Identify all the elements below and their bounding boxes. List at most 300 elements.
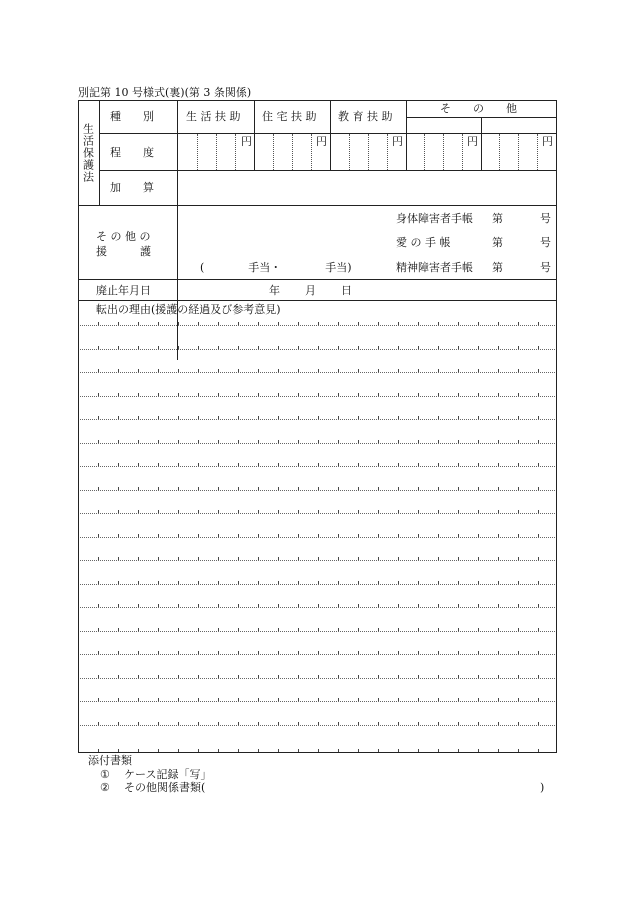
line-tick [518,651,519,654]
line-tick [358,581,359,584]
col-housing: 住 宅 扶 助 [262,110,317,123]
line-tick [438,628,439,631]
line-tick [318,440,319,443]
line-tick [258,440,259,443]
writing-line [80,513,555,514]
line-tick [198,604,199,607]
line-tick [138,698,139,701]
degree-row-bottom [99,170,557,171]
line-tick [98,463,99,466]
line-tick [298,322,299,325]
line-tick [218,604,219,607]
line-tick [118,487,119,490]
line-tick [218,510,219,513]
line-tick [398,604,399,607]
line-tick [98,393,99,396]
line-tick [378,346,379,349]
section3-bottom [78,300,557,301]
other-header-split [406,117,556,118]
line-tick [518,628,519,631]
line-tick [258,416,259,419]
line-tick [298,440,299,443]
digit-sep [197,134,198,170]
line-tick [278,628,279,631]
writing-line [80,607,555,608]
line-tick [278,604,279,607]
line-tick [98,698,99,701]
line-tick [298,675,299,678]
handbook-physical: 身体障害者手帳 [396,212,473,225]
line-tick [158,369,159,372]
line-tick [418,604,419,607]
line-tick [458,557,459,560]
line-tick [378,416,379,419]
line-tick [538,581,539,584]
line-tick [118,628,119,631]
line-tick [318,628,319,631]
line-tick [418,393,419,396]
line-tick [438,463,439,466]
dai-3: 第 [492,261,503,274]
line-tick [458,440,459,443]
line-tick [118,604,119,607]
line-tick [358,463,359,466]
line-tick [378,440,379,443]
line-tick [338,346,339,349]
line-tick [318,393,319,396]
line-tick [378,369,379,372]
line-tick [138,510,139,513]
table-left-border [78,100,79,752]
line-tick [138,534,139,537]
handbook-mental: 精神障害者手帳 [396,261,473,274]
go-2: 号 [540,236,551,249]
line-tick [538,534,539,537]
line-tick [138,416,139,419]
line-tick [178,557,179,560]
line-tick [498,604,499,607]
line-tick [178,534,179,537]
line-tick [238,463,239,466]
line-tick [298,604,299,607]
line-tick [458,346,459,349]
line-tick [278,346,279,349]
line-tick [218,675,219,678]
line-tick [218,369,219,372]
line-tick [98,749,99,752]
handbook-ai: 愛 の 手 帳 [396,236,451,249]
attachment-1-text: ケース記録「写」 [124,768,212,781]
line-tick [158,463,159,466]
line-tick [118,369,119,372]
line-tick [298,651,299,654]
col-divider-3 [406,100,407,170]
col-livelihood: 生 活 扶 助 [186,110,241,123]
col-divider-other [481,117,482,170]
line-tick [418,675,419,678]
line-tick [278,698,279,701]
line-tick [378,393,379,396]
line-tick [318,510,319,513]
col-divider-2 [330,100,331,170]
line-tick [118,534,119,537]
line-tick [418,440,419,443]
line-tick [118,463,119,466]
line-tick [118,581,119,584]
line-tick [518,698,519,701]
line-tick [138,346,139,349]
line-tick [298,510,299,513]
yen-housing: 円 [316,135,327,148]
digit-sep [273,134,274,170]
line-tick [318,369,319,372]
line-tick [338,604,339,607]
line-tick [478,440,479,443]
line-tick [358,749,359,752]
digit-sep [499,134,500,170]
table-top-border [78,100,557,101]
line-tick [538,604,539,607]
allowance-line: ( 手当・ 手当) [200,261,352,274]
line-tick [178,628,179,631]
line-tick [318,722,319,725]
line-tick [378,722,379,725]
line-tick [258,581,259,584]
line-tick [358,628,359,631]
line-tick [218,463,219,466]
col-divider-1 [254,100,255,170]
other-assistance-label-1: そ の 他 の [96,230,151,243]
line-tick [538,675,539,678]
line-tick [238,581,239,584]
digit-sep [368,134,369,170]
line-tick [138,440,139,443]
line-tick [358,698,359,701]
line-tick [98,628,99,631]
digit-sep [424,134,425,170]
line-tick [138,651,139,654]
line-tick [338,487,339,490]
line-tick [478,581,479,584]
line-tick [398,628,399,631]
line-tick [278,463,279,466]
line-tick [398,416,399,419]
line-tick [278,416,279,419]
line-tick [478,393,479,396]
line-tick [118,393,119,396]
digit-sep [537,134,538,170]
line-tick [298,557,299,560]
abolition-day: 日 [341,284,352,297]
line-tick [538,463,539,466]
attachment-2-text: その他関係書類( [124,781,206,794]
writing-line [80,701,555,702]
line-tick [418,651,419,654]
line-tick [118,416,119,419]
line-tick [418,628,419,631]
line-tick [238,393,239,396]
digit-sep [349,134,350,170]
line-tick [518,749,519,752]
digit-sep [216,134,217,170]
line-tick [538,722,539,725]
writing-line [80,584,555,585]
line-tick [498,487,499,490]
line-tick [198,346,199,349]
line-tick [418,510,419,513]
line-tick [278,440,279,443]
line-tick [458,749,459,752]
line-tick [238,749,239,752]
line-tick [178,698,179,701]
line-tick [98,534,99,537]
line-tick [478,369,479,372]
line-tick [378,651,379,654]
line-tick [418,698,419,701]
line-tick [318,604,319,607]
line-tick [178,369,179,372]
line-tick [378,487,379,490]
line-tick [478,463,479,466]
line-tick [358,416,359,419]
line-tick [278,651,279,654]
line-tick [298,346,299,349]
line-tick [378,698,379,701]
line-tick [178,346,179,349]
line-tick [418,487,419,490]
line-tick [338,651,339,654]
line-tick [518,604,519,607]
line-tick [198,581,199,584]
line-tick [298,369,299,372]
line-tick [398,651,399,654]
line-tick [238,604,239,607]
line-tick [338,463,339,466]
line-tick [518,416,519,419]
line-tick [258,628,259,631]
line-tick [538,749,539,752]
writing-line [80,631,555,632]
line-tick [158,510,159,513]
line-tick [418,534,419,537]
line-tick [338,749,339,752]
line-tick [478,651,479,654]
line-tick [338,322,339,325]
line-tick [178,581,179,584]
line-tick [438,487,439,490]
line-tick [118,322,119,325]
line-tick [458,675,459,678]
line-tick [118,510,119,513]
line-tick [438,698,439,701]
line-tick [438,510,439,513]
line-tick [378,322,379,325]
line-tick [478,722,479,725]
line-tick [418,416,419,419]
line-tick [338,416,339,419]
line-tick [438,369,439,372]
line-tick [298,698,299,701]
yen-education: 円 [392,135,403,148]
line-tick [298,628,299,631]
writing-line [80,325,555,326]
line-tick [498,416,499,419]
line-tick [458,651,459,654]
line-tick [158,604,159,607]
line-tick [218,393,219,396]
line-tick [238,322,239,325]
line-tick [238,416,239,419]
line-tick [438,604,439,607]
line-tick [158,722,159,725]
line-tick [258,604,259,607]
line-tick [158,393,159,396]
line-tick [98,557,99,560]
line-tick [318,581,319,584]
digit-sep [311,134,312,170]
writing-line [80,466,555,467]
section1-bottom [78,205,557,206]
line-tick [538,510,539,513]
line-tick [178,749,179,752]
line-tick [218,534,219,537]
line-tick [198,440,199,443]
writing-line [80,349,555,350]
line-tick [338,440,339,443]
line-tick [478,534,479,537]
line-tick [278,487,279,490]
line-tick [318,463,319,466]
line-tick [118,557,119,560]
dai-1: 第 [492,212,503,225]
form-title: 別記第 10 号様式(裏)(第 3 条関係) [78,86,252,99]
line-tick [138,557,139,560]
go-3: 号 [540,261,551,274]
line-tick [498,346,499,349]
line-tick [198,369,199,372]
line-tick [498,534,499,537]
line-tick [218,749,219,752]
line-tick [238,722,239,725]
left-header-divider [99,100,100,205]
line-tick [438,675,439,678]
line-tick [438,322,439,325]
line-tick [258,393,259,396]
line-tick [518,346,519,349]
line-tick [138,322,139,325]
line-tick [498,440,499,443]
line-tick [378,749,379,752]
attachment-2-close: ) [540,781,545,794]
line-tick [458,604,459,607]
line-tick [258,322,259,325]
line-tick [258,651,259,654]
line-tick [318,651,319,654]
degree-label: 程 度 [110,146,154,159]
line-tick [278,534,279,537]
line-tick [138,369,139,372]
line-tick [278,722,279,725]
line-tick [518,675,519,678]
line-tick [478,675,479,678]
line-tick [298,581,299,584]
line-tick [378,581,379,584]
line-tick [178,463,179,466]
line-tick [398,722,399,725]
line-tick [498,722,499,725]
writing-line [80,725,555,726]
line-tick [338,722,339,725]
line-tick [538,393,539,396]
line-tick [398,463,399,466]
line-tick [138,487,139,490]
line-tick [398,393,399,396]
line-tick [498,698,499,701]
line-tick [458,534,459,537]
line-tick [158,651,159,654]
line-tick [178,675,179,678]
line-tick [338,628,339,631]
line-tick [178,393,179,396]
line-tick [538,698,539,701]
line-tick [98,487,99,490]
line-tick [498,675,499,678]
line-tick [398,346,399,349]
digit-sep [387,134,388,170]
line-tick [158,749,159,752]
line-tick [458,487,459,490]
line-tick [498,628,499,631]
writing-line [80,396,555,397]
line-tick [358,604,359,607]
line-tick [198,651,199,654]
line-tick [278,749,279,752]
line-tick [178,604,179,607]
dai-2: 第 [492,236,503,249]
section2-bottom [78,279,557,280]
line-tick [478,749,479,752]
digit-sep [518,134,519,170]
line-tick [398,369,399,372]
line-tick [398,440,399,443]
line-tick [498,749,499,752]
line-tick [298,487,299,490]
line-tick [498,463,499,466]
line-tick [518,510,519,513]
line-tick [478,604,479,607]
line-tick [238,557,239,560]
line-tick [518,393,519,396]
line-tick [478,510,479,513]
line-tick [418,557,419,560]
line-tick [138,675,139,678]
line-tick [258,557,259,560]
line-tick [258,346,259,349]
line-tick [458,393,459,396]
line-tick [478,416,479,419]
line-tick [118,749,119,752]
line-tick [158,534,159,537]
line-tick [338,510,339,513]
line-tick [398,534,399,537]
line-tick [438,440,439,443]
line-tick [258,722,259,725]
kind-label: 種 別 [110,110,154,123]
line-tick [178,440,179,443]
line-tick [318,346,319,349]
line-tick [258,534,259,537]
line-tick [238,510,239,513]
